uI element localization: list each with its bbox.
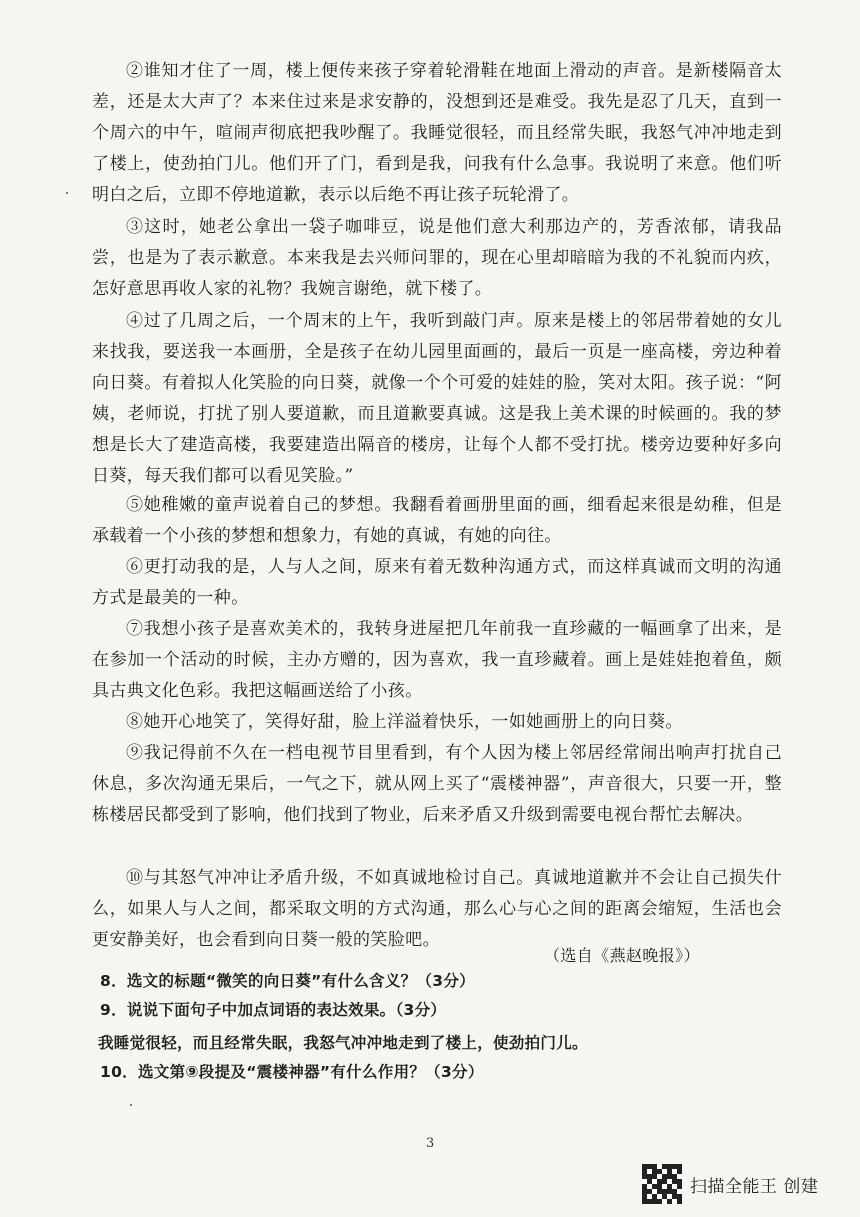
paragraph-3: ③这时，她老公拿出一袋子咖啡豆，说是他们意大利那边产的，芳香浓郁，请我品尝，也是为了表示歉意。本来我是去兴师问罪的，现在心里却暗暗为我的不礼貌而内疚，怎好意思再收人家的礼物？我婉言谢绝，就下楼了。: [92, 217, 782, 299]
scan-speck: [66, 192, 68, 194]
paragraph-8: ⑧她开心地笑了，笑得好甜，脸上洋溢着快乐，一如她画册上的向日葵。: [126, 712, 683, 732]
paragraph-4: ④过了几周之后，一个周末的上午，我听到敲门声。原来是楼上的邻居带着她的女儿来找我，要送我一本画册，全是孩子在幼儿园里面画的，最后一页是一座高楼，旁边种着向日葵。有着拟人化笑脸的向日葵，就像一个个可爱的娃娃的脸，笑对太阳。孩子说：“阿姨，老师说，打扰了别人要道歉，而且道歉要真诚。这是我上美术课的时候画的。我的梦想是长大了建造高楼，我要建造出隔音的楼房，让每个人都不受打扰。楼旁边要种好多向日葵，每天我们都可以看见笑脸。”: [92, 311, 782, 486]
question-8: 8．选文的标题“微笑的向日葵”有什么含义？（3分）: [100, 972, 475, 990]
page-number: 3: [426, 1136, 435, 1151]
question-9: 9．说说下面句子中加点词语的表达效果。（3分）: [100, 1001, 447, 1019]
paragraph-5: ⑤她稚嫩的童声说着自己的梦想。我翻看着画册里面的画，细看起来很是幼稚，但是承载着一个小孩的梦想和想象力，有她的真诚，有她的向往。: [92, 495, 782, 546]
qr-code-icon: [642, 1164, 682, 1204]
scanner-watermark: [642, 1164, 818, 1204]
scan-speck: [130, 1104, 132, 1106]
paragraph-6: ⑥更打动我的是，人与人之间，原来有着无数种沟通方式，而这样真诚而文明的沟通方式是最美的一种。: [92, 557, 782, 608]
question-9-sentence: 我睡觉很轻，而且经常失眠，我怒气冲冲地走到了楼上，使劲拍门儿。: [98, 1034, 588, 1052]
paragraph-2: ②谁知才住了一周，楼上便传来孩子穿着轮滑鞋在地面上滑动的声音。是新楼隔音太差，还是太大声了？本来住过来是求安静的，没想到还是难受。我先是忍了几天，直到一个周六的中午，喧闹声彻底把我吵醒了。我睡觉很轻，而且经常失眠，我怒气冲冲地走到了楼上，使劲拍门儿。他们开了门，看到是我，问我有什么急事。我说明了来意。他们听明白之后，立即不停地道歉，表示以后绝不再让孩子玩轮滑了。: [92, 61, 782, 205]
question-10: 10．选文第⑨段提及“震楼神器”有什么作用？（3分）: [100, 1063, 484, 1081]
paragraph-9: ⑨我记得前不久在一档电视节目里看到，有个人因为楼上邻居经常闹出响声打扰自己休息，多次沟通无果后，一气之下，就从网上买了“震楼神器”，声音很大，只要一开，整栋楼居民都受到了影响，他们找到了物业，后来矛盾又升级到需要电视台帮忙去解决。: [92, 743, 782, 825]
paragraph-7: ⑦我想小孩子是喜欢美术的，我转身进屋把几年前我一直珍藏的一幅画拿了出来，是在参加一个活动的时候，主办方赠的，因为喜欢，我一直珍藏着。画上是娃娃抱着鱼，颇具古典文化色彩。我把这幅画送给了小孩。: [92, 619, 782, 701]
scanner-watermark-text: 扫描全能王 创建: [690, 1176, 819, 1197]
source-citation: （选自《燕赵晚报》）: [543, 946, 700, 965]
paragraph-10: ⑩与其怒气冲冲让矛盾升级，不如真诚地检讨自己。真诚地道歉并不会让自己损失什么，如果人与人之间，都采取文明的方式沟通，那么心与心之间的距离会缩短，生活也会更安静美好，也会看到向日葵一般的笑脸吧。: [92, 868, 782, 950]
